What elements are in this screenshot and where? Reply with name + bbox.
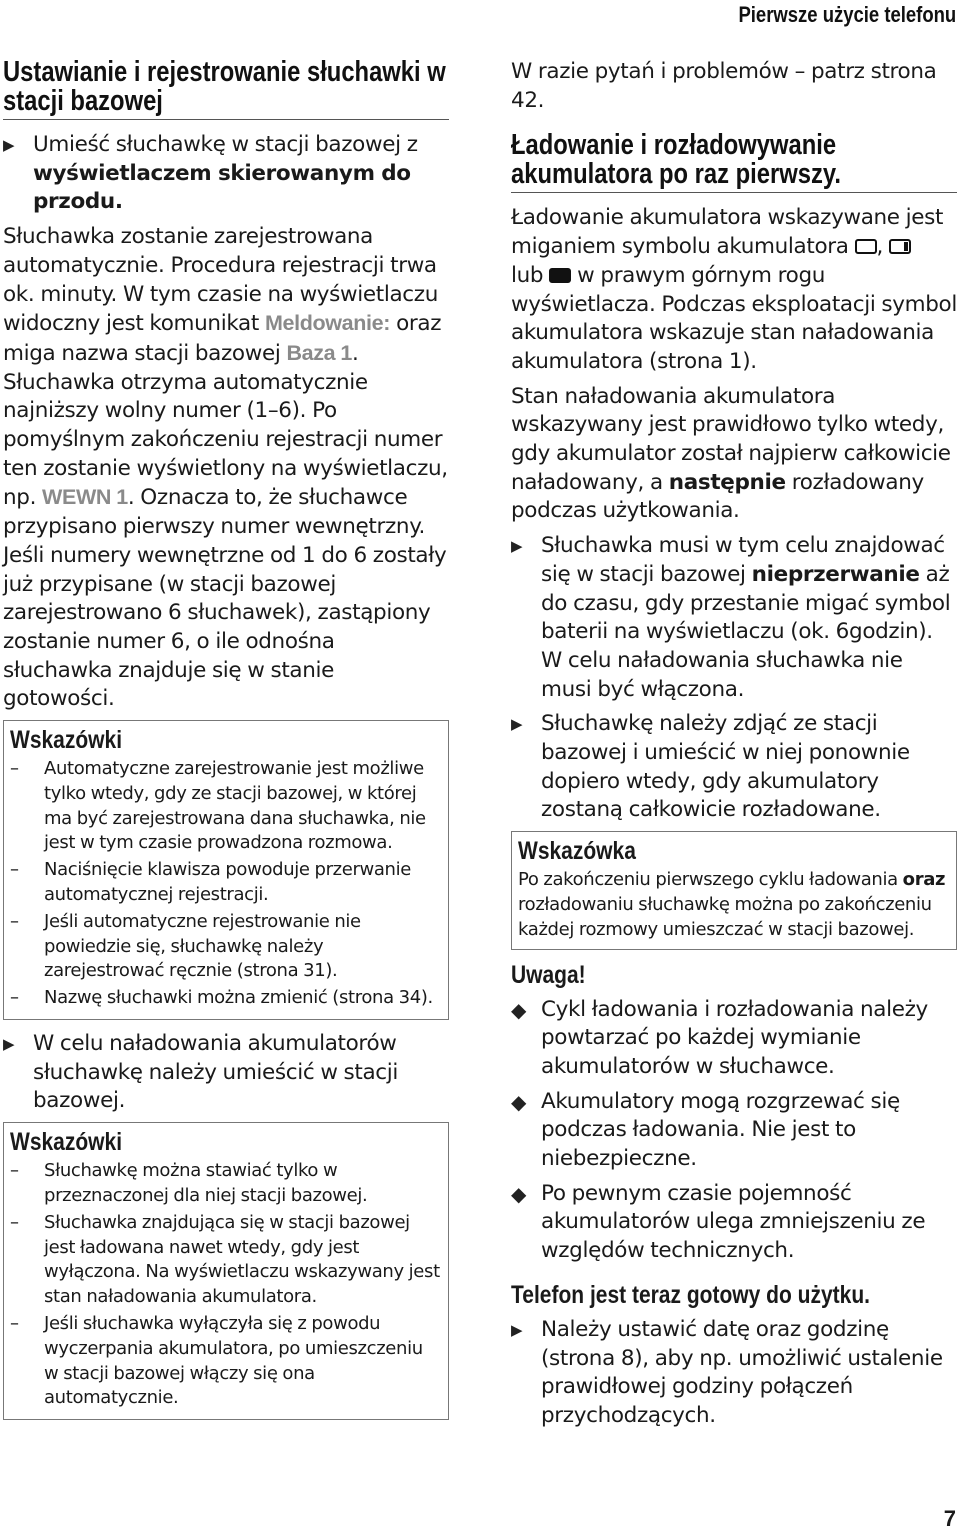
list-item: ◆ Cykl ładowania i rozładowania należy powtarzać po każdej wymianie akumulatorów w słuchawce. — [511, 996, 957, 1082]
attention-heading: Uwaga! — [511, 960, 586, 989]
triangle-right-icon: ▶ — [3, 1035, 15, 1054]
diamond-icon: ◆ — [511, 1089, 527, 1114]
notes-list — [10, 1159, 442, 1411]
notes-box-charging — [3, 1122, 449, 1420]
display-text-wewn: WEWN 1 — [42, 485, 128, 510]
list-item: ◆ Akumulatory mogą rozgrzewać się podczas ładowania. Nie jest to niebezpieczne. — [511, 1088, 957, 1174]
notes-box-registration — [3, 720, 449, 1020]
list-item: – Nazwę słuchawki można zmienić (strona 34). — [10, 987, 433, 1009]
diamond-icon: ◆ — [511, 1181, 527, 1206]
triangle-right-icon: ▶ — [511, 537, 523, 556]
diamond-icon: ◆ — [511, 997, 527, 1022]
section-heading-charging: Ładowanie i rozładowywanie akumulatora po raz pierwszy. — [511, 129, 841, 191]
list-item: – Automatyczne zarejestrowanie jest możliwe tylko wtedy, gdy ze stacji bazowej, w której ma być zarejestrowana dana słuchawka, nie jest w tym czasie prowadzona rozmowa. — [10, 758, 426, 854]
notes-list — [10, 757, 442, 1011]
registration-paragraph: Słuchawka zostanie zarejestrowana automatycznie. Procedura rejestracji trwa ok. minuty. W tym czasie na wyświetlaczu widoczny jest komunikat Meldowanie: oraz miga nazwa stacji bazowej Baza 1. Słuchawka otrzyma automatycznie najniższy wolny numer (1–6). Po pomyślnym zakończeniu rejestracji numer ten zostanie wyświetlony na wyświetlaczu, np. WEWN 1. Oznacza to, że słuchawce przypisano pierwszy numer wewnętrzny. Jeśli numery wewnętrzne od 1 do 6 zostały już przypisane (w stacji bazowej zarejestrowano 6 słuchawek), zastąpiony zostanie numer 6, o ile odnośna słuchawka znajduje się w stanie gotowości. — [3, 224, 448, 712]
display-text-meldowanie: Meldowanie: — [264, 311, 391, 336]
battery-icon — [549, 268, 571, 283]
list-item: – Naciśnięcie klawisza powoduje przerwanie automatycznej rejestracji. — [10, 859, 411, 906]
page-header: Pierwsze użycie telefonu — [738, 2, 956, 27]
step-charge-batteries: ▶ W celu naładowania akumulatorów słuchawkę należy umieścić w stacji bazowej. — [3, 1030, 449, 1116]
list-item: – Słuchawka znajdująca się w stacji bazowej jest ładowana nawet wtedy, gdy jest wyłączona. Na wyświetlaczu wskazywany jest stan naładowania akumulatora. — [10, 1211, 440, 1308]
note-title: Wskazówka — [518, 837, 636, 866]
heading-rule — [3, 119, 449, 120]
section-heading-registration: Ustawianie i rejestrowanie słuchawki w stacji bazowej — [3, 56, 446, 117]
battery-icon — [889, 239, 911, 254]
display-text-base: Baza 1 — [286, 340, 352, 365]
triangle-right-icon: ▶ — [3, 136, 15, 154]
list-item: – Jeśli automatyczne rejestrowanie nie powiedzie się, słuchawkę należy zarejestrować ręcznie (strona 31). — [10, 910, 361, 982]
step-keep-in-base: ▶ Słuchawka musi w tym celu znajdować się w stacji bazowej nieprzerwanie aż do czasu, gdy przestanie migać symbol baterii na wyświetlaczu (ok. 6godzin). W celu naładowania słuchawka nie musi być włączona. — [511, 532, 957, 704]
list-item: – Jeśli słuchawka wyłączyła się z powodu wyczerpania akumulatora, po umieszczeniu w stacji bazowej włączy się ona automatycznie. — [10, 1312, 423, 1409]
left-column — [3, 58, 449, 1430]
right-column — [511, 58, 957, 1437]
charging-paragraph: Ładowanie akumulatora wskazywane jest miganiem symbolu akumulatora , lub w prawym górnym rogu wyświetlacza. Podczas eksploatacji symbol akumulatora wskazuje stan naładowania akumulatora (strona 1). — [511, 205, 957, 374]
intro-paragraph: W razie pytań i problemów – patrz strona 42. — [511, 59, 937, 113]
triangle-right-icon: ▶ — [511, 715, 523, 734]
step-set-date: ▶ Należy ustawić datę oraz godzinę (strona 8), aby np. umożliwić ustalenie prawidłowej godziny połączeń przychodzących. — [511, 1316, 957, 1431]
triangle-right-icon: ▶ — [511, 1320, 523, 1339]
notes-title: Wskazówki — [10, 1128, 123, 1157]
page-number: 7 — [943, 1506, 956, 1531]
charge-state-paragraph: Stan naładowania akumulatora wskazywany jest prawidłowo tylko wtedy, gdy akumulator został najpierw całkowicie naładowany, a następnie rozładowany podczas użytkowania. — [511, 383, 951, 524]
list-item: – Słuchawkę można stawiać tylko w przeznaczonej dla niej stacji bazowej. — [10, 1160, 368, 1206]
note-box-first-cycle: Wskazówka Po zakończeniu pierwszego cyklu ładowania oraz rozładowaniu słuchawkę można po zakończeniu każdej rozmowy umieszczać w stacji bazowej. — [511, 831, 957, 949]
step-place-handset: ▶ Umieść słuchawkę w stacji bazowej z wyświetlaczem skierowanym do przodu. — [3, 131, 449, 217]
step-remove-handset: ▶ Słuchawkę należy zdjąć ze stacji bazowej i umieścić w niej ponownie dopiero wtedy, gdy akumulatory zostaną całkowicie rozładowane. — [511, 710, 957, 825]
battery-icon — [855, 239, 877, 254]
notes-title: Wskazówki — [10, 726, 123, 755]
list-item: ◆ Po pewnym czasie pojemność akumulatorów ulega zmniejszeniu ze względów technicznych. — [511, 1180, 957, 1266]
heading-rule — [511, 192, 957, 193]
ready-heading: Telefon jest teraz gotowy do użytku. — [511, 1280, 870, 1309]
